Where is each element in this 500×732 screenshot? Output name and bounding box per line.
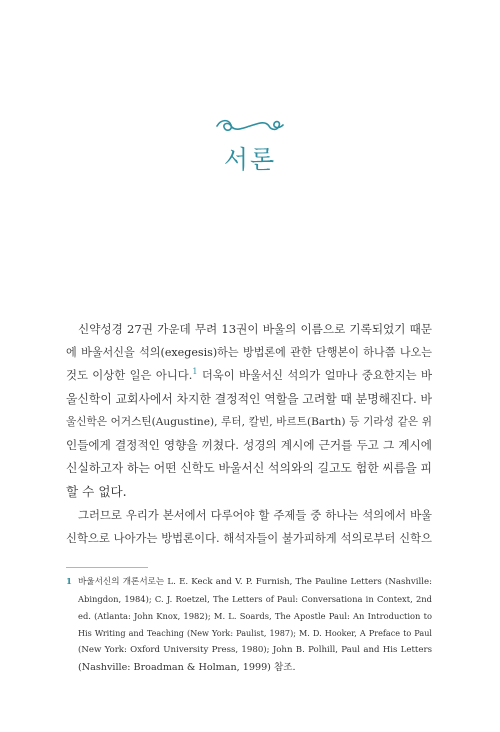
footnote bbox=[66, 574, 432, 676]
footnote-line bbox=[66, 574, 432, 591]
footnote-line: (New York: Oxford University Press, 1980); John B. Polhill, Paul and His Letters bbox=[78, 645, 432, 655]
paragraph-line: 할 수 없다. bbox=[66, 484, 127, 500]
body-text bbox=[66, 318, 432, 550]
footnote-line: ed. (Atlanta: John Knox, 1982); M. L. Soards, The Apostle Paul: An Introduction to bbox=[78, 611, 432, 621]
footnote-text: 바울서신의 개론서로는 L. E. Keck and V. P. Furnish, The Pauline Letters (Nashville: bbox=[78, 577, 432, 587]
footnote-line: His Writing and Teaching (New York: Paulist, 1987); M. D. Hooker, A Preface to Paul bbox=[78, 628, 432, 638]
paragraph-line: 인들에게 결정적인 영향을 끼쳤다. 성경의 계시에 근거를 두고 그 계시에 bbox=[66, 437, 432, 452]
chapter-title: 서론 bbox=[223, 145, 277, 174]
paragraph-line: 울신학은 어거스틴(Augustine), 루터, 칼빈, 바르트(Barth) 등 기라성 같은 위 bbox=[66, 415, 432, 428]
paragraph-line: 그러므로 우리가 본서에서 다루어야 할 주제들 중 하나는 석의에서 바울 bbox=[78, 507, 432, 522]
paragraph-line: 신실하고자 하는 어떤 신학도 바울서신 석의와의 길고도 험한 씨름을 피 bbox=[66, 461, 432, 476]
paragraph-line: 신학으로 나아가는 방법론이다. 해석자들이 불가피하게 석의로부터 신학으 bbox=[66, 530, 432, 545]
paragraph-line: 신약성경 27권 가운데 무려 13권이 바울의 이름으로 기록되었기 때문 bbox=[78, 322, 432, 336]
footnote-line: Abingdon, 1984); C. J. Roetzel, The Letters of Paul: Conversationa in Context, 2nd bbox=[78, 594, 432, 604]
footnote-line: (Nashville: Broadman & Holman, 1999) 참조. bbox=[78, 662, 296, 673]
footnote-reference[interactable]: 1 bbox=[192, 366, 198, 376]
paragraph-line: 울신학이 교회사에서 차지한 결정적인 역할을 고려할 때 분명해진다. 바 bbox=[66, 391, 432, 406]
paragraph-line bbox=[66, 364, 432, 387]
paragraph-line-part: 더욱이 바울서신 석의가 얼마나 중요한지는 바 bbox=[197, 368, 432, 383]
paragraph-line: 에 바울서신을 석의(exegesis)하는 방법론에 관한 단행본이 하나쯤 나오는 bbox=[66, 346, 432, 360]
footnote-divider bbox=[66, 567, 148, 568]
footnote-number: 1 bbox=[66, 577, 72, 587]
paragraph-line-part: 것도 이상한 일은 아니다. bbox=[66, 368, 193, 383]
flourish-ornament-icon bbox=[213, 116, 287, 136]
